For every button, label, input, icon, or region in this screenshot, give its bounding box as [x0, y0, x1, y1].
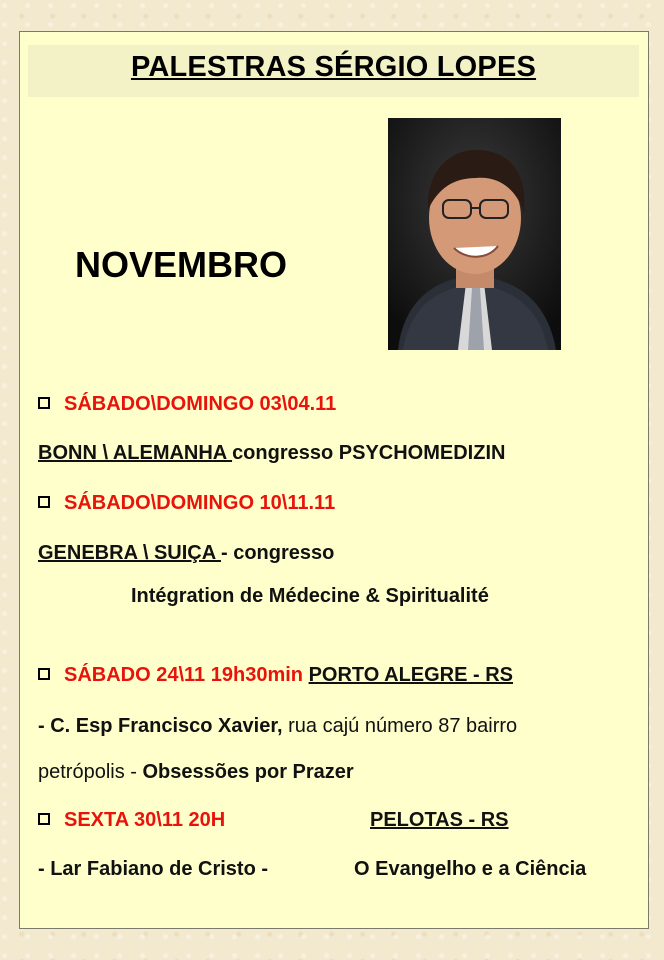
- event-2-detail: - congresso: [220, 542, 335, 564]
- event-1-date: SÁBADO\DOMINGO 03\04.11: [64, 393, 337, 415]
- event-3-venue: - C. Esp Francisco Xavier,: [38, 715, 283, 737]
- event-3-topic-line: [38, 761, 354, 784]
- event-3-topic: Obsessões por Prazer: [142, 761, 354, 783]
- event-4-venue: - Lar Fabiano de Cristo -: [38, 858, 269, 880]
- event-1-location-line: [38, 442, 505, 465]
- checkbox-bullet-icon: [38, 668, 50, 680]
- event-4-place: PELOTAS - RS: [370, 809, 509, 831]
- checkbox-bullet-icon: [38, 397, 50, 409]
- checkbox-bullet-icon: [38, 813, 50, 825]
- event-1-date-line: [38, 393, 336, 416]
- event-1-detail: congresso PSYCHOMEDIZIN: [232, 442, 506, 464]
- event-2-date: SÁBADO\DOMINGO 10\11.11: [64, 492, 336, 514]
- event-3-venue-line: [38, 715, 517, 738]
- month-heading: NOVEMBRO: [75, 244, 288, 285]
- event-3-date: SÁBADO 24\11 19h30min: [64, 664, 309, 686]
- event-4-date-line: [38, 809, 225, 832]
- event-1-place: BONN \ ALEMANHA: [38, 442, 233, 464]
- event-4-topic: O Evangelho e a Ciência: [354, 858, 587, 880]
- event-4-date: SEXTA 30\11 20H: [64, 809, 226, 831]
- event-2-date-line: [38, 492, 335, 515]
- event-3-date-line: [38, 664, 513, 687]
- event-3-neighborhood: petrópolis -: [38, 761, 143, 783]
- event-2-congress-name: Intégration de Médecine & Spiritualité: [131, 585, 489, 607]
- title-banner: [28, 45, 639, 97]
- flyer-card: [19, 31, 649, 929]
- event-3-address: rua cajú número 87 bairro: [282, 715, 518, 737]
- event-2-place: GENEBRA \ SUIÇA: [38, 542, 221, 564]
- event-3-place: PORTO ALEGRE - RS: [308, 664, 514, 686]
- event-2-location-line: [38, 542, 334, 565]
- checkbox-bullet-icon: [38, 496, 50, 508]
- speaker-photo: [388, 118, 561, 350]
- page-title: PALESTRAS SÉRGIO LOPES: [130, 51, 537, 83]
